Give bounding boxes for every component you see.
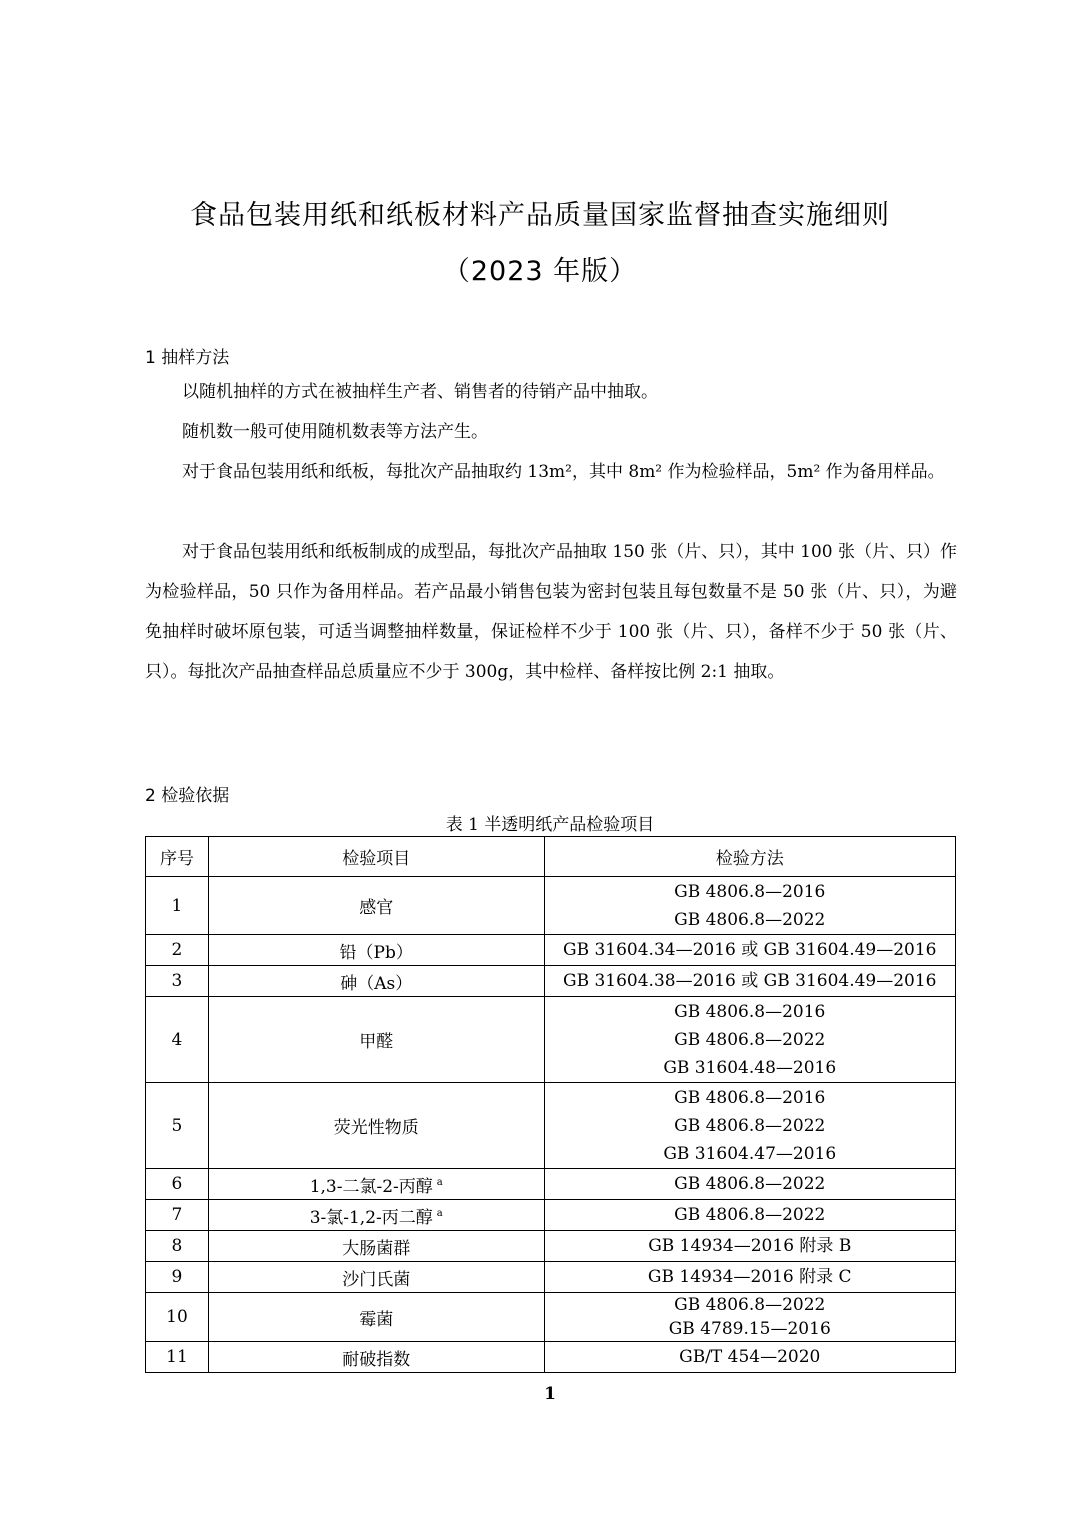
table-row — [146, 1342, 956, 1373]
row-number: 11 — [146, 1342, 209, 1373]
method-standard: GB/T 454—2020 — [679, 1347, 821, 1367]
page-number: 1 — [544, 1384, 556, 1404]
column-header: 检验方法 — [544, 837, 956, 877]
method-standard: GB 4806.8—2022 — [674, 1174, 826, 1194]
inspection-table — [145, 836, 956, 1373]
column-header: 检验项目 — [208, 837, 544, 877]
column-header: 序号 — [146, 837, 209, 877]
method-standard: GB 14934—2016 附录 B — [648, 1236, 852, 1256]
method-standard: GB 14934—2016 附录 C — [647, 1267, 852, 1287]
paragraph: 对于食品包装用纸和纸板制成的成型品，每批次产品抽取 150 张（片、只），其中 100 张（片、只）作为检验样品，50 只作为备用样品。若产品最小销售包装为密封包装且每包数量不是 50 张（片、只），为避免抽样时破坏原包装，可适当调整抽样数量，保证检样不少于 100 张（片、只），备样不少于 50 张（片、只）。每批次产品抽查样品总质量应不少于 300g，其中检样、备样按比例 2:1 抽取。 — [145, 542, 958, 682]
inspection-method — [544, 997, 956, 1083]
inspection-item-label: 甲醛 — [359, 1032, 394, 1052]
inspection-method — [544, 1231, 956, 1262]
inspection-item — [208, 1262, 544, 1293]
inspection-item — [208, 1231, 544, 1262]
table-row — [146, 1231, 956, 1262]
inspection-item — [208, 935, 544, 966]
row-number: 9 — [146, 1262, 209, 1293]
row-number: 1 — [146, 877, 209, 935]
inspection-item — [208, 1200, 544, 1231]
inspection-item-label: 大肠菌群 — [342, 1238, 411, 1259]
footnote-marker: a — [436, 1176, 443, 1188]
inspection-method — [544, 1342, 956, 1373]
row-number: 3 — [146, 966, 209, 997]
inspection-item — [208, 1083, 544, 1169]
method-standard: GB 31604.38—2016 或 GB 31604.49—2016 — [562, 971, 937, 991]
inspection-method — [544, 1262, 956, 1293]
table-row — [146, 997, 956, 1083]
row-number: 8 — [146, 1231, 209, 1262]
section-1-heading: 1 抽样方法 — [145, 348, 230, 368]
inspection-item — [208, 1293, 544, 1342]
inspection-item-label: 霉菌 — [359, 1309, 394, 1330]
inspection-item — [208, 877, 544, 935]
method-standard: GB 4806.8—2016 — [674, 1088, 826, 1108]
table-caption: 表 1 半透明纸产品检验项目 — [445, 815, 655, 835]
method-standard: GB 31604.48—2016 — [663, 1058, 837, 1078]
method-standard: GB 31604.47—2016 — [663, 1144, 837, 1164]
method-standard: GB 4806.8—2022 — [674, 1295, 826, 1315]
inspection-item-label: 砷（As） — [340, 973, 413, 994]
inspection-item — [208, 1169, 544, 1200]
method-standard: GB 31604.34—2016 或 GB 31604.49—2016 — [562, 940, 937, 960]
inspection-item-label: 耐破指数 — [342, 1349, 411, 1370]
inspection-item-label: 感官 — [359, 898, 394, 918]
inspection-item — [208, 997, 544, 1083]
method-standard: GB 4789.15—2016 — [668, 1319, 831, 1339]
inspection-item-label: 1,3-二氯-2-丙醇 — [309, 1176, 433, 1197]
method-standard: GB 4806.8—2016 — [674, 882, 826, 902]
inspection-method — [544, 1293, 956, 1342]
inspection-method — [544, 935, 956, 966]
row-number: 2 — [146, 935, 209, 966]
inspection-item-label: 沙门氏菌 — [342, 1269, 411, 1290]
inspection-item-label: 3-氯-1,2-丙二醇 — [309, 1207, 433, 1228]
method-standard: GB 4806.8—2022 — [674, 1116, 826, 1136]
method-standard: GB 4806.8—2022 — [674, 1205, 826, 1225]
row-number: 5 — [146, 1083, 209, 1169]
row-number: 7 — [146, 1200, 209, 1231]
section-2-heading: 2 检验依据 — [145, 786, 230, 806]
inspection-method — [544, 877, 956, 935]
inspection-method — [544, 1169, 956, 1200]
inspection-method — [544, 966, 956, 997]
inspection-method — [544, 1083, 956, 1169]
inspection-item — [208, 1342, 544, 1373]
table-row — [146, 1083, 956, 1169]
table-row — [146, 1200, 956, 1231]
table-row — [146, 1293, 956, 1342]
row-number: 6 — [146, 1169, 209, 1200]
document-title: 食品包装用纸和纸板材料产品质量国家监督抽查实施细则 — [190, 200, 890, 231]
table-row — [146, 1262, 956, 1293]
method-standard: GB 4806.8—2022 — [674, 910, 826, 930]
inspection-item — [208, 966, 544, 997]
table-header-row — [146, 837, 956, 877]
document-edition: （2023 年版） — [442, 256, 638, 287]
method-standard: GB 4806.8—2022 — [674, 1030, 826, 1050]
table-row — [146, 935, 956, 966]
paragraph: 对于食品包装用纸和纸板，每批次产品抽取约 13m²，其中 8m² 作为检验样品，5m² 作为备用样品。 — [182, 462, 945, 482]
table-row — [146, 966, 956, 997]
inspection-item-label: 铅（Pb） — [339, 942, 413, 963]
footnote-marker: a — [436, 1207, 443, 1219]
paragraph: 随机数一般可使用随机数表等方法产生。 — [182, 422, 488, 442]
row-number: 10 — [146, 1293, 209, 1342]
paragraph: 以随机抽样的方式在被抽样生产者、销售者的待销产品中抽取。 — [182, 382, 658, 402]
inspection-method — [544, 1200, 956, 1231]
method-standard: GB 4806.8—2016 — [674, 1002, 826, 1022]
row-number: 4 — [146, 997, 209, 1083]
inspection-item-label: 荧光性物质 — [333, 1118, 419, 1138]
table-row — [146, 877, 956, 935]
table-row — [146, 1169, 956, 1200]
